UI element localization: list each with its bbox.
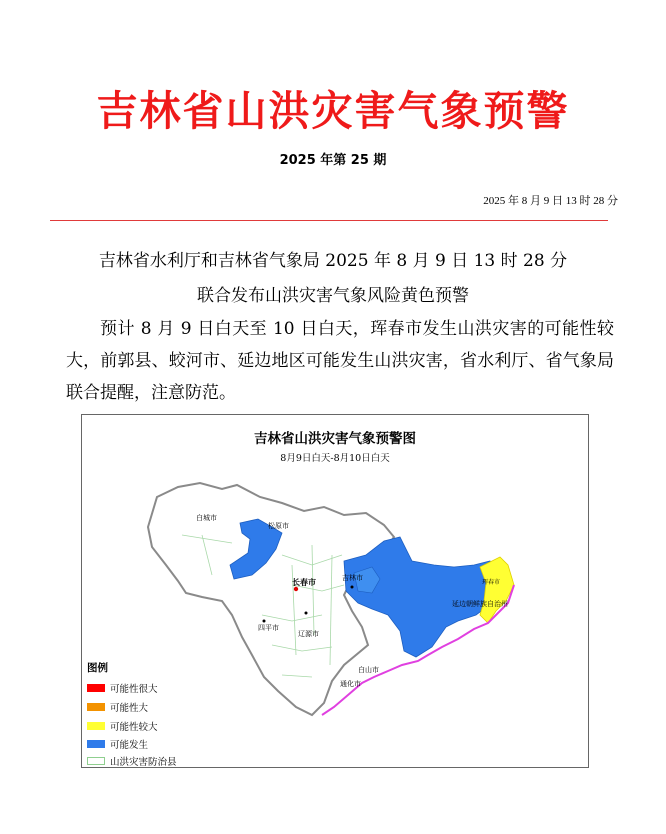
warning-paragraph: 预计 8 月 9 日白天至 10 日白天，珲春市发生山洪灾害的可能性较大，前郭县、蛟河市、延边地区可能发生山洪灾害，省水利厅、省气象局联合提醒，注意防范。	[66, 319, 614, 403]
header-divider	[50, 220, 608, 221]
map-subtitle: 8月9日白天-8月10日白天	[280, 453, 390, 464]
warning-map	[81, 414, 589, 768]
legend-item-moderate	[87, 719, 158, 733]
city-label-hunchun: 珲春市	[482, 579, 501, 586]
legend-swatch-red	[87, 684, 105, 692]
legend-item-possible	[87, 737, 148, 751]
headline-line-1: 吉林省水利厅和吉林省气象局 2025 年 8 月 9 日 13 时 28 分	[98, 251, 568, 271]
legend-item-high	[87, 700, 148, 714]
blue-zone-east	[344, 537, 501, 657]
legend-swatch-blue	[87, 740, 105, 748]
city-label-baicheng: 白城市	[196, 514, 217, 522]
release-datetime: 2025 年 8 月 9 日 13 时 28 分	[483, 195, 618, 207]
headline-line-2: 联合发布山洪灾害气象风险黄色预警	[197, 286, 469, 306]
issue-number: 2025 年第 25 期	[279, 153, 387, 168]
legend-label: 山洪灾害防治县	[110, 757, 177, 768]
city-label-baishan: 白山市	[358, 666, 379, 674]
city-label-yanji: 延边朝鲜族自治州	[452, 600, 508, 608]
city-label-changchun: 长春市	[292, 578, 316, 587]
city-label-songyuan: 松原市	[268, 522, 289, 530]
province-map-graphic	[82, 415, 588, 767]
legend-item-county	[87, 754, 177, 768]
legend-swatch-yellow	[87, 722, 105, 730]
page-title: 吉林省山洪灾害气象预警	[96, 87, 570, 135]
city-label-liaoyuan: 辽源市	[298, 630, 319, 638]
legend-label: 可能发生	[110, 740, 149, 751]
legend-swatch-outline	[87, 757, 105, 765]
city-label-siping: 四平市	[258, 624, 279, 632]
legend-label: 可能性很大	[110, 684, 158, 695]
city-label-tonghua: 通化市	[340, 680, 361, 688]
map-title: 吉林省山洪灾害气象预警图	[254, 431, 416, 447]
legend-item-very-high	[87, 681, 158, 695]
legend-swatch-orange	[87, 703, 105, 711]
legend-title: 图例	[87, 662, 108, 674]
city-label-jilin: 吉林市	[342, 574, 363, 582]
legend-label: 可能性较大	[110, 722, 158, 733]
legend-label: 可能性大	[110, 703, 149, 714]
